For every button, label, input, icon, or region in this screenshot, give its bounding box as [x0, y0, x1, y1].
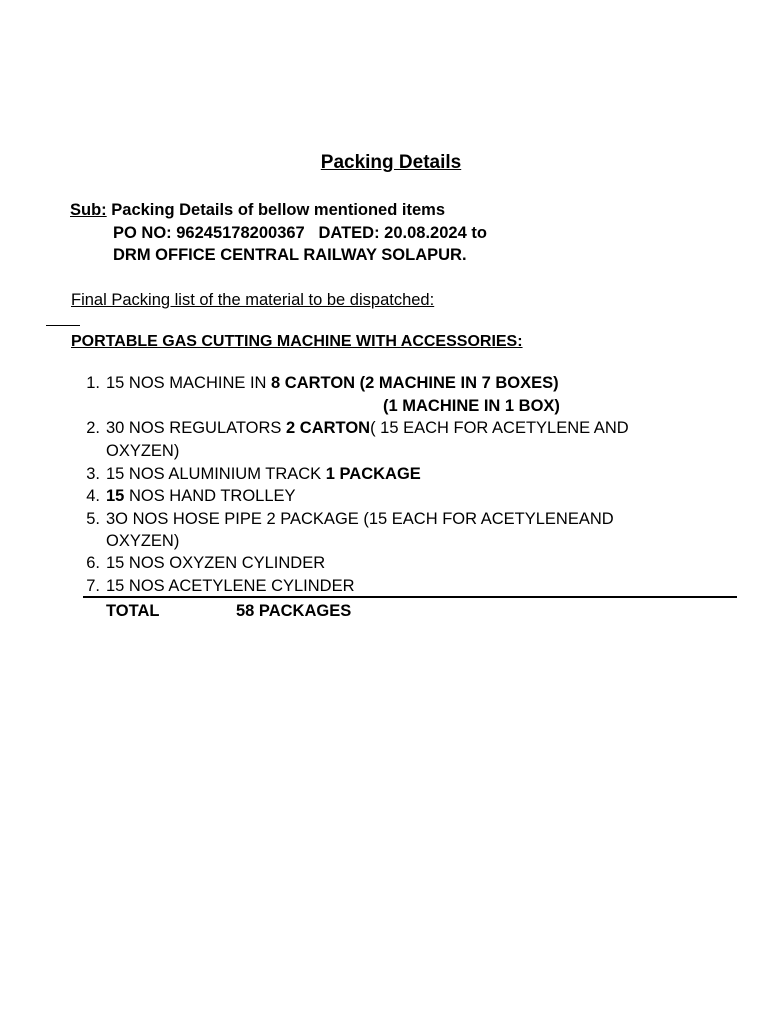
item-continuation: (1 MACHINE IN 1 BOX)	[383, 397, 560, 415]
item-text: NOS HAND TROLLEY	[124, 487, 296, 505]
item-text-bold: 1 PACKAGE	[325, 465, 421, 483]
item-number: 1.	[86, 374, 100, 392]
office-line: DRM OFFICE CENTRAL RAILWAY SOLAPUR.	[113, 246, 467, 264]
item-number: 6.	[86, 554, 100, 572]
list-item	[106, 463, 421, 485]
final-list-label: Final Packing list of the material to be dispatched:	[71, 291, 435, 309]
item-text: ( 15 EACH FOR ACETYLENE AND	[370, 419, 629, 437]
page-title: Packing Details	[320, 152, 462, 173]
list-item	[106, 485, 296, 507]
po-line: PO NO: 96245178200367 DATED: 20.08.2024 to	[113, 224, 487, 242]
item-number: 5.	[86, 510, 100, 528]
list-item: 15 NOS OXYZEN CYLINDER	[106, 554, 326, 572]
item-continuation: OXYZEN)	[106, 442, 180, 460]
item-text: 15 NOS MACHINE IN	[106, 374, 272, 392]
list-item	[106, 372, 559, 394]
item-number: 7.	[86, 577, 100, 595]
item-text-bold: 15	[106, 487, 125, 505]
item-number: 4.	[86, 487, 100, 505]
item-text-bold: 2 CARTON	[286, 419, 371, 437]
subject-line	[70, 199, 445, 221]
item-text-bold: 8 CARTON (2 MACHINE IN 7 BOXES)	[271, 374, 559, 392]
item-text: 30 NOS REGULATORS	[106, 419, 287, 437]
list-item: 15 NOS ACETYLENE CYLINDER	[106, 577, 355, 595]
item-number: 2.	[86, 419, 100, 437]
short-divider	[46, 325, 80, 326]
subject-label: Sub:	[70, 201, 107, 219]
total-label: TOTAL	[106, 602, 160, 620]
section-heading: PORTABLE GAS CUTTING MACHINE WITH ACCESSORIES:	[71, 333, 523, 350]
list-item	[106, 417, 629, 439]
subject-text: Packing Details of bellow mentioned items	[111, 201, 446, 219]
item-number: 3.	[86, 465, 100, 483]
item-continuation: OXYZEN)	[106, 532, 180, 550]
total-divider	[83, 596, 737, 598]
list-item: 3O NOS HOSE PIPE 2 PACKAGE (15 EACH FOR ACETYLENEAND	[106, 510, 614, 528]
total-value: 58 PACKAGES	[236, 602, 352, 620]
item-text: 15 NOS ALUMINIUM TRACK	[106, 465, 326, 483]
